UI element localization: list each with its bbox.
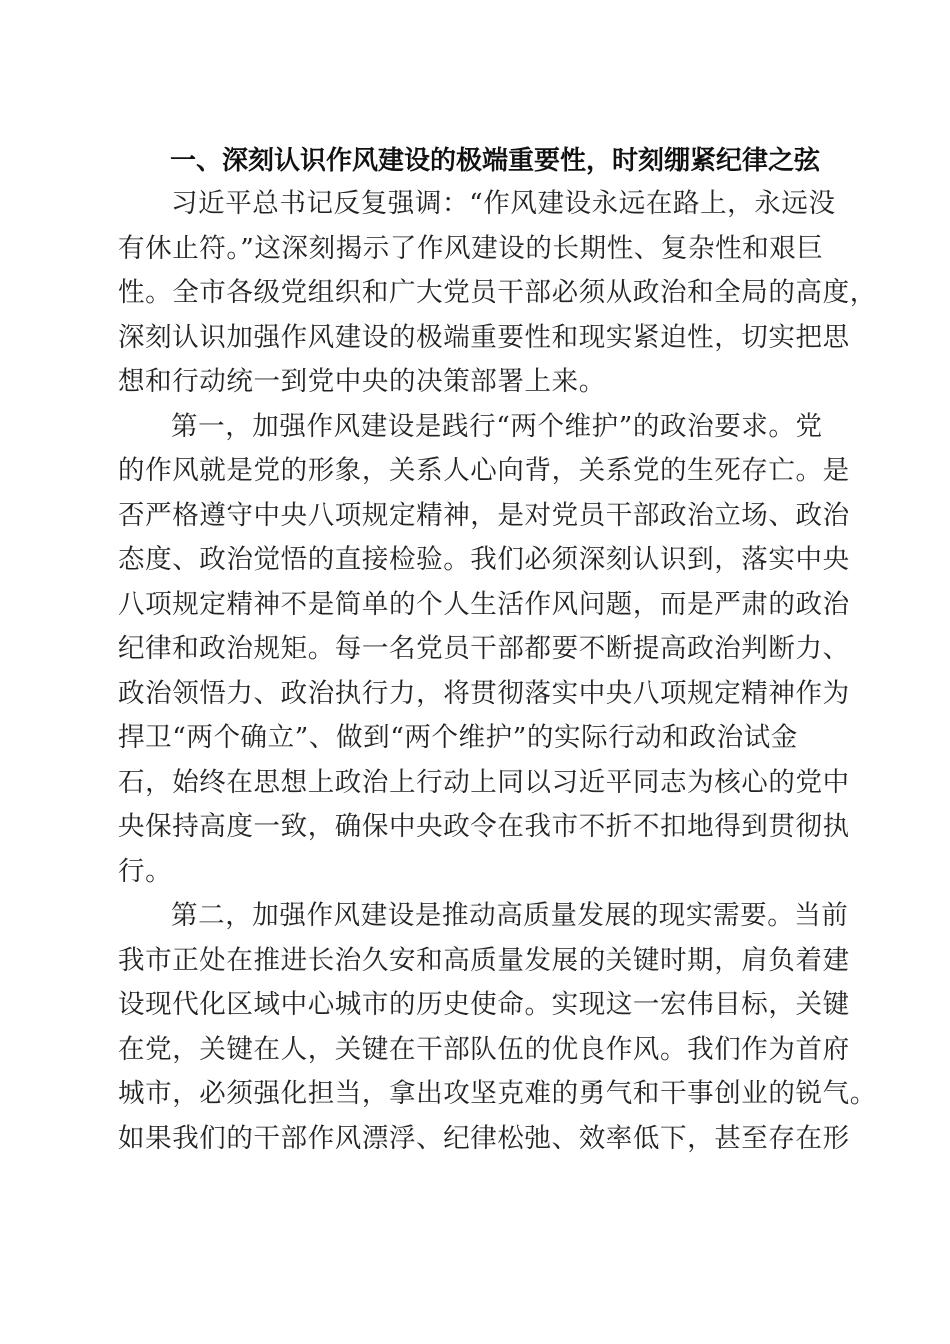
paragraph-line: 态度、政治觉悟的直接检验。我们必须深刻认识到，落实中央 (118, 544, 850, 575)
paragraph-intro (118, 182, 877, 405)
paragraph-line: 否严格遵守中央八项规定精神，是对党员干部政治立场、政治 (118, 499, 850, 531)
paragraph-second-point (118, 894, 877, 1161)
paragraph-line: 如果我们的干部作风漂浮、纪律松弛、效率低下，甚至存在形 (118, 1122, 850, 1154)
paragraph-line: 第二，加强作风建设是推动高质量发展的现实需要。当前 (171, 900, 849, 931)
paragraph-line: 城市，必须强化担当，拿出攻坚克难的勇气和干事创业的锐气。 (118, 1078, 877, 1109)
paragraph-line: 有休止符。”这深刻揭示了作风建设的长期性、复杂性和艰巨 (118, 232, 824, 264)
paragraph-line: 行。 (118, 855, 173, 887)
paragraph-line: 深刻认识加强作风建设的极端重要性和现实紧迫性，切实把思 (118, 321, 850, 353)
paragraph-line: 想和行动统一到党中央的决策部署上来。 (118, 366, 606, 397)
paragraph-line: 政治领悟力、政治执行力，将贯彻落实中央八项规定精神作为 (118, 677, 850, 709)
paragraph-line: 在党，关键在人，关键在干部队伍的优良作风。我们作为首府 (118, 1033, 850, 1065)
paragraph-line: 捍卫“两个确立”、做到“两个维护”的实际行动和政治试金 (118, 722, 798, 753)
paragraph-line: 八项规定精神不是简单的个人生活作风问题，而是严肃的政治 (118, 588, 850, 620)
document-body (118, 140, 877, 1161)
paragraph-line: 设现代化区域中心城市的历史使命。实现这一宏伟目标，关键 (118, 989, 850, 1020)
paragraph-line: 习近平总书记反复强调：“作风建设永远在路上，永远没 (171, 188, 836, 219)
paragraph-line: 央保持高度一致，确保中央政令在我市不折不扣地得到贯彻执 (118, 811, 850, 842)
paragraph-line: 石，始终在思想上政治上行动上同以习近平同志为核心的党中 (118, 766, 850, 798)
paragraph-line: 纪律和政治规矩。每一名党员干部都要不断提高政治判断力、 (118, 633, 850, 664)
paragraph-line: 第一，加强作风建设是践行“两个维护”的政治要求。党 (171, 410, 823, 442)
paragraph-first-point (118, 405, 850, 895)
section-heading: 一、深刻认识作风建设的极端重要性，时刻绷紧纪律之弦 (170, 146, 821, 176)
paragraph-line: 我市正处在推进长治久安和高质量发展的关键时期，肩负着建 (118, 944, 850, 976)
paragraph-line: 性。全市各级党组织和广大党员干部必须从政治和全局的高度， (118, 277, 877, 308)
paragraph-line: 的作风就是党的形象，关系人心向背，关系党的生死存亡。是 (118, 455, 850, 486)
